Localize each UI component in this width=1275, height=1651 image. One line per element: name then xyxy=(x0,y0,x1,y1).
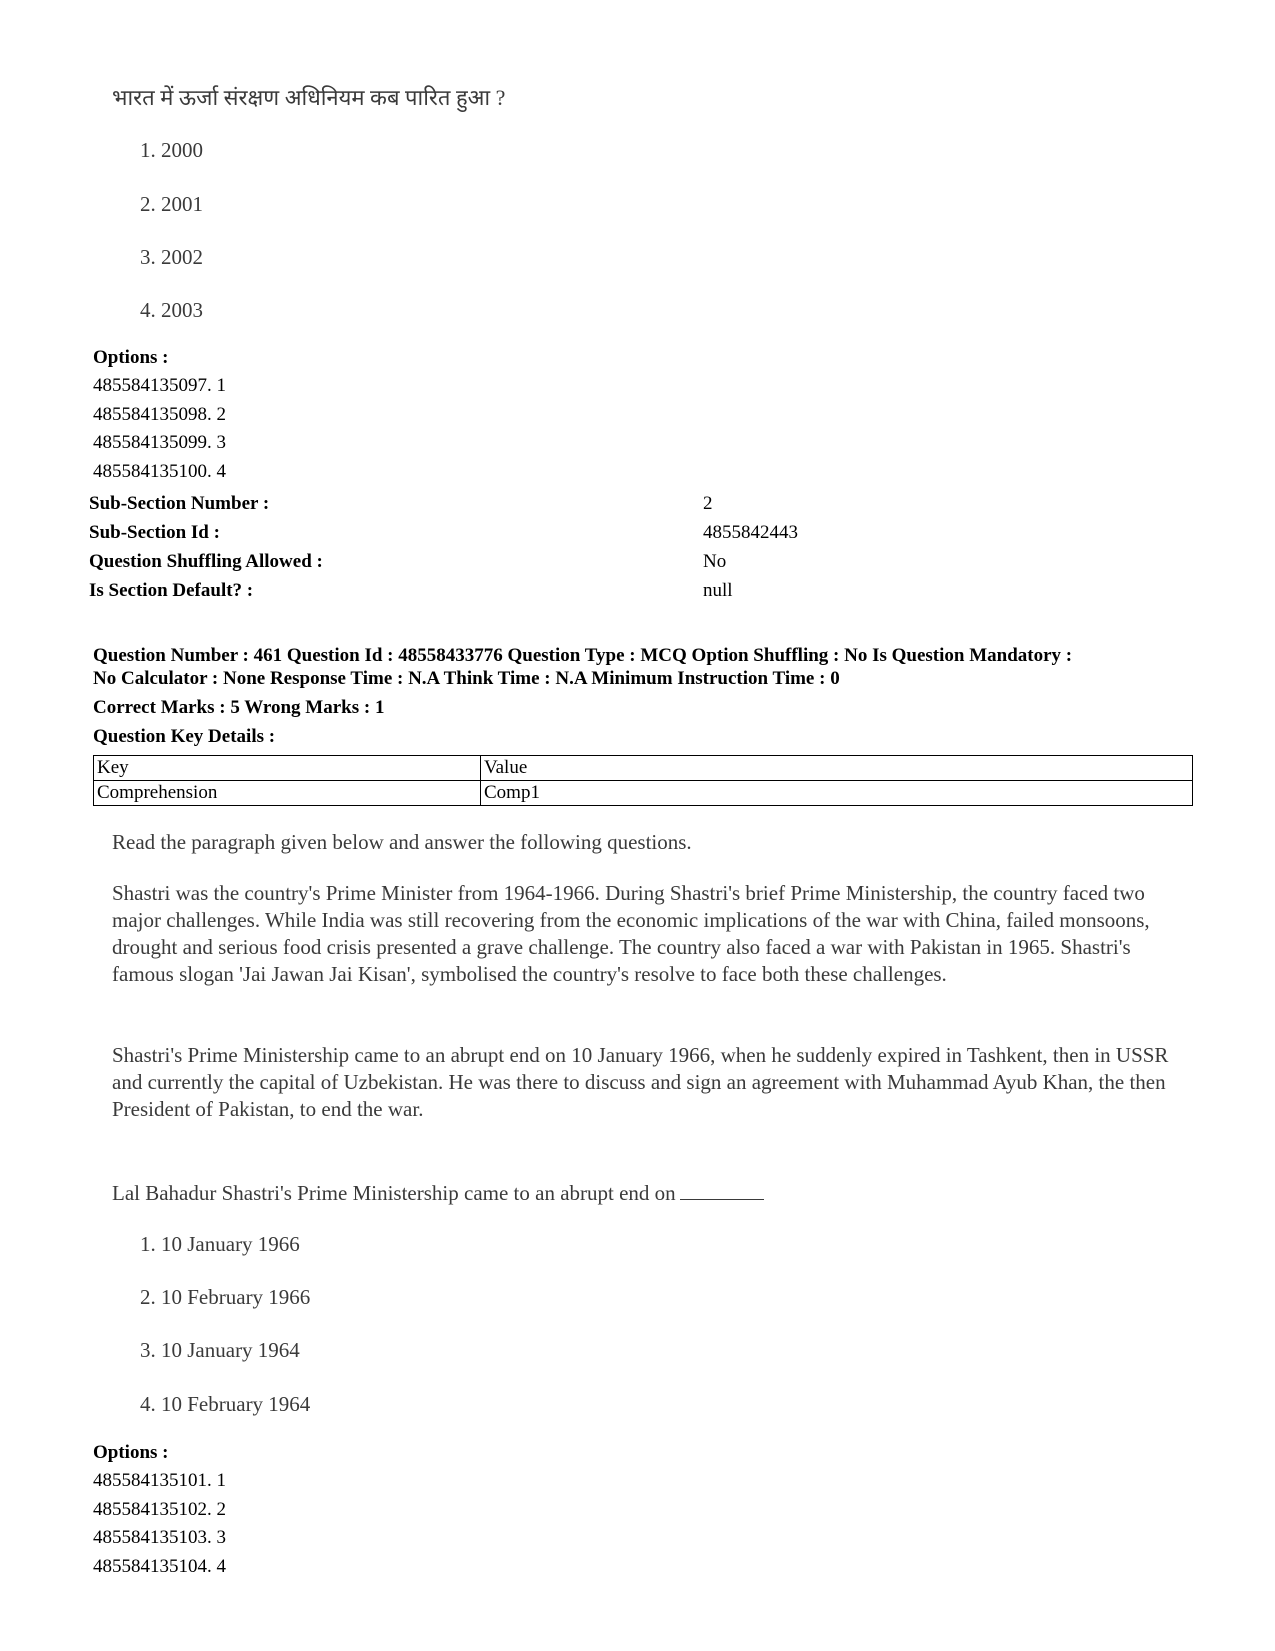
table-header-cell: Value xyxy=(481,756,1193,781)
table-cell: Comp1 xyxy=(481,781,1193,806)
answer-choice: 4. 10 February 1964 xyxy=(140,1392,311,1416)
section-default-value: null xyxy=(703,580,733,601)
section-default-label: Is Section Default? : xyxy=(89,580,254,601)
marks-info: Correct Marks : 5 Wrong Marks : 1 xyxy=(93,697,385,718)
instruction-text: Read the paragraph given below and answer the following questions. xyxy=(112,830,692,854)
passage-paragraph-1: Shastri was the country's Prime Minister from 1964-1966. During Shastri's brief Prime Ministership, the country faced two major challenges. While India was still recovering from the economic implications of the war with China, failed monsoons, drought and serious food crisis presented a grave challenge. The country also faced a war with Pakistan in 1965. Shastri's famous slogan 'Jai Jawan Jai Kisan', symbolised the country's resolve to face both these challenges. xyxy=(112,881,1150,986)
answer-choice: 1. 10 January 1966 xyxy=(140,1232,300,1256)
option-id: 485584135099. 3 xyxy=(93,432,226,453)
options-label: Options : xyxy=(93,347,169,368)
question-info-line1: Question Number : 461 Question Id : 48558433776 Question Type : MCQ Option Shuffling : No Is Question Mandatory : xyxy=(93,645,1073,666)
subsection-number-label: Sub-Section Number : xyxy=(89,493,270,514)
option-id: 485584135104. 4 xyxy=(93,1556,226,1577)
answer-blank xyxy=(680,1181,764,1200)
answer-choice: 3. 2002 xyxy=(140,245,203,269)
question-text: भारत में ऊर्जा संरक्षण अधिनियम कब पारित हुआ ? xyxy=(112,85,506,110)
table-header-row xyxy=(94,756,1193,781)
option-id: 485584135100. 4 xyxy=(93,461,226,482)
subsection-id-label: Sub-Section Id : xyxy=(89,522,220,543)
question-info-line2: No Calculator : None Response Time : N.A Think Time : N.A Minimum Instruction Time : 0 xyxy=(93,668,840,689)
passage-paragraph-2: Shastri's Prime Ministership came to an abrupt end on 10 January 1966, when he suddenly expired in Tashkent, then in USSR and currently the capital of Uzbekistan. He was there to discuss and sign an agreement with Muhammad Ayub Khan, the then President of Pakistan, to end the war. xyxy=(112,1043,1169,1121)
table-row xyxy=(94,781,1193,806)
shuffle-value: No xyxy=(703,551,727,572)
question-text-content: Lal Bahadur Shastri's Prime Ministership came to an abrupt end on xyxy=(112,1181,676,1205)
answer-choice: 2. 10 February 1966 xyxy=(140,1285,311,1309)
options-label: Options : xyxy=(93,1442,169,1463)
subsection-id-value: 4855842443 xyxy=(703,522,798,543)
option-id: 485584135097. 1 xyxy=(93,375,226,396)
table-header-cell: Key xyxy=(94,756,481,781)
table-cell: Comprehension xyxy=(94,781,481,806)
shuffle-label: Question Shuffling Allowed : xyxy=(89,551,323,572)
answer-choice: 2. 2001 xyxy=(140,192,203,216)
option-id: 485584135102. 2 xyxy=(93,1499,226,1520)
key-details-label: Question Key Details : xyxy=(93,726,276,747)
subsection-number-value: 2 xyxy=(703,493,713,514)
question-text xyxy=(112,1180,1172,1207)
answer-choice: 1. 2000 xyxy=(140,138,203,162)
option-id: 485584135103. 3 xyxy=(93,1527,226,1548)
answer-choice: 3. 10 January 1964 xyxy=(140,1338,300,1362)
option-id: 485584135098. 2 xyxy=(93,404,226,425)
option-id: 485584135101. 1 xyxy=(93,1470,226,1491)
key-details-table xyxy=(93,755,1193,806)
answer-choice: 4. 2003 xyxy=(140,298,203,322)
